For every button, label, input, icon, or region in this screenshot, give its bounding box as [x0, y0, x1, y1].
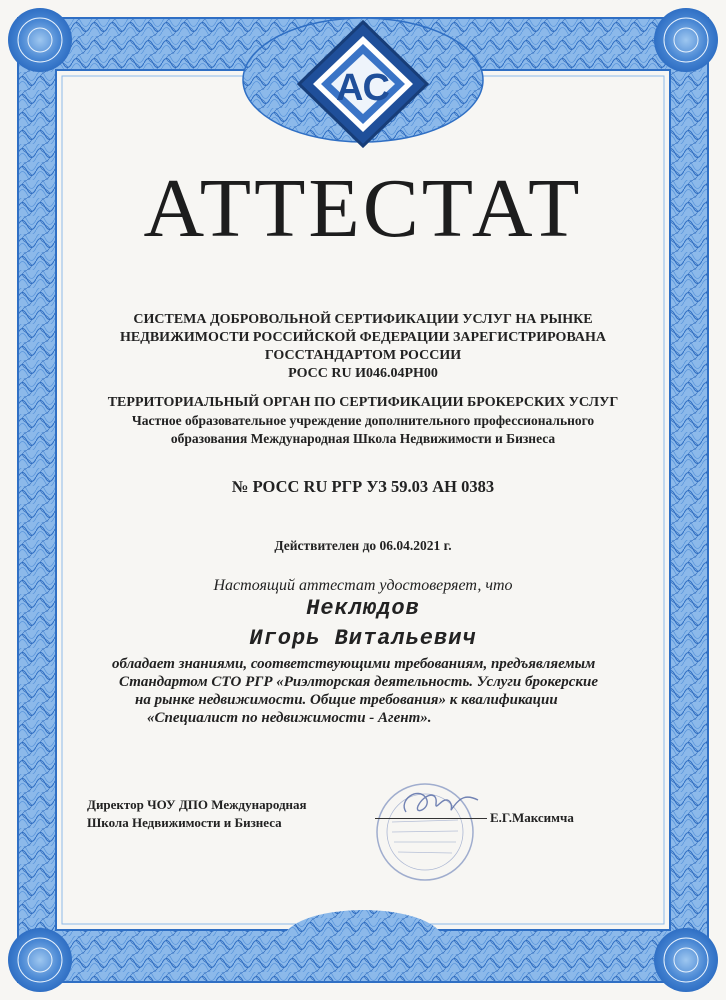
holder-surname: Неклюдов: [306, 596, 420, 621]
qualification-line: «Специалист по недвижимости - Агент».: [147, 710, 432, 726]
director-title: [87, 796, 367, 832]
registration-number: РОСС RU И046.04РН00: [288, 366, 438, 381]
territorial-organ: ТЕРРИТОРИАЛЬНЫЙ ОРГАН ПО СЕРТИФИКАЦИИ БРОКЕРСКИХ УСЛУГ: [107, 395, 619, 410]
system-line: ГОССТАНДАРТОМ РОССИИ: [264, 348, 462, 363]
organization-name: [80, 412, 646, 448]
validity-date: Действителен до 06.04.2021 г.: [274, 538, 452, 553]
handwritten-signature: [388, 772, 498, 892]
document-title: АТТЕСТАТ: [143, 162, 583, 255]
qualification-line: Стандартом СТО РГР «Риэлторская деятельность. Услуги брокерские: [119, 674, 599, 690]
certifies-intro: Настоящий аттестат удостоверяет, что: [213, 577, 513, 594]
qualification-line: обладает знаниями, соответствующими требованиям, предъявляемым: [112, 656, 596, 672]
corner-rosette-tr: [654, 8, 718, 72]
signature-line: [375, 818, 487, 819]
corner-rosette-tl: [8, 8, 72, 72]
emblem-logo: [293, 18, 433, 148]
qualification-line: на рынке недвижимости. Общие требования» к квалификации: [135, 692, 558, 708]
logo-letters: АС: [336, 67, 390, 109]
org-line: Частное образовательное учреждение дополнительного профессионального: [131, 413, 595, 428]
system-line: НЕДВИЖИМОСТИ РОССИЙСКОЙ ФЕДЕРАЦИИ ЗАРЕГИСТРИРОВАНА: [119, 330, 607, 345]
qualification-text: [112, 655, 640, 727]
director-line: Школа Недвижимости и Бизнеса: [87, 815, 282, 830]
corner-rosette-br: [654, 928, 718, 992]
signer-name: Е.Г.Максимча: [490, 810, 574, 825]
org-line: образования Международная Школа Недвижимости и Бизнеса: [170, 431, 556, 446]
system-line: СИСТЕМА ДОБРОВОЛЬНОЙ СЕРТИФИКАЦИИ УСЛУГ НА РЫНКЕ: [133, 312, 593, 327]
director-line: Директор ЧОУ ДПО Международная: [87, 797, 307, 812]
corner-rosette-bl: [8, 928, 72, 992]
certificate-number: № РОСС RU РГР УЗ 59.03 АН 0383: [231, 477, 495, 496]
system-block: [80, 311, 646, 383]
holder-given-names: Игорь Витальевич: [249, 626, 477, 651]
